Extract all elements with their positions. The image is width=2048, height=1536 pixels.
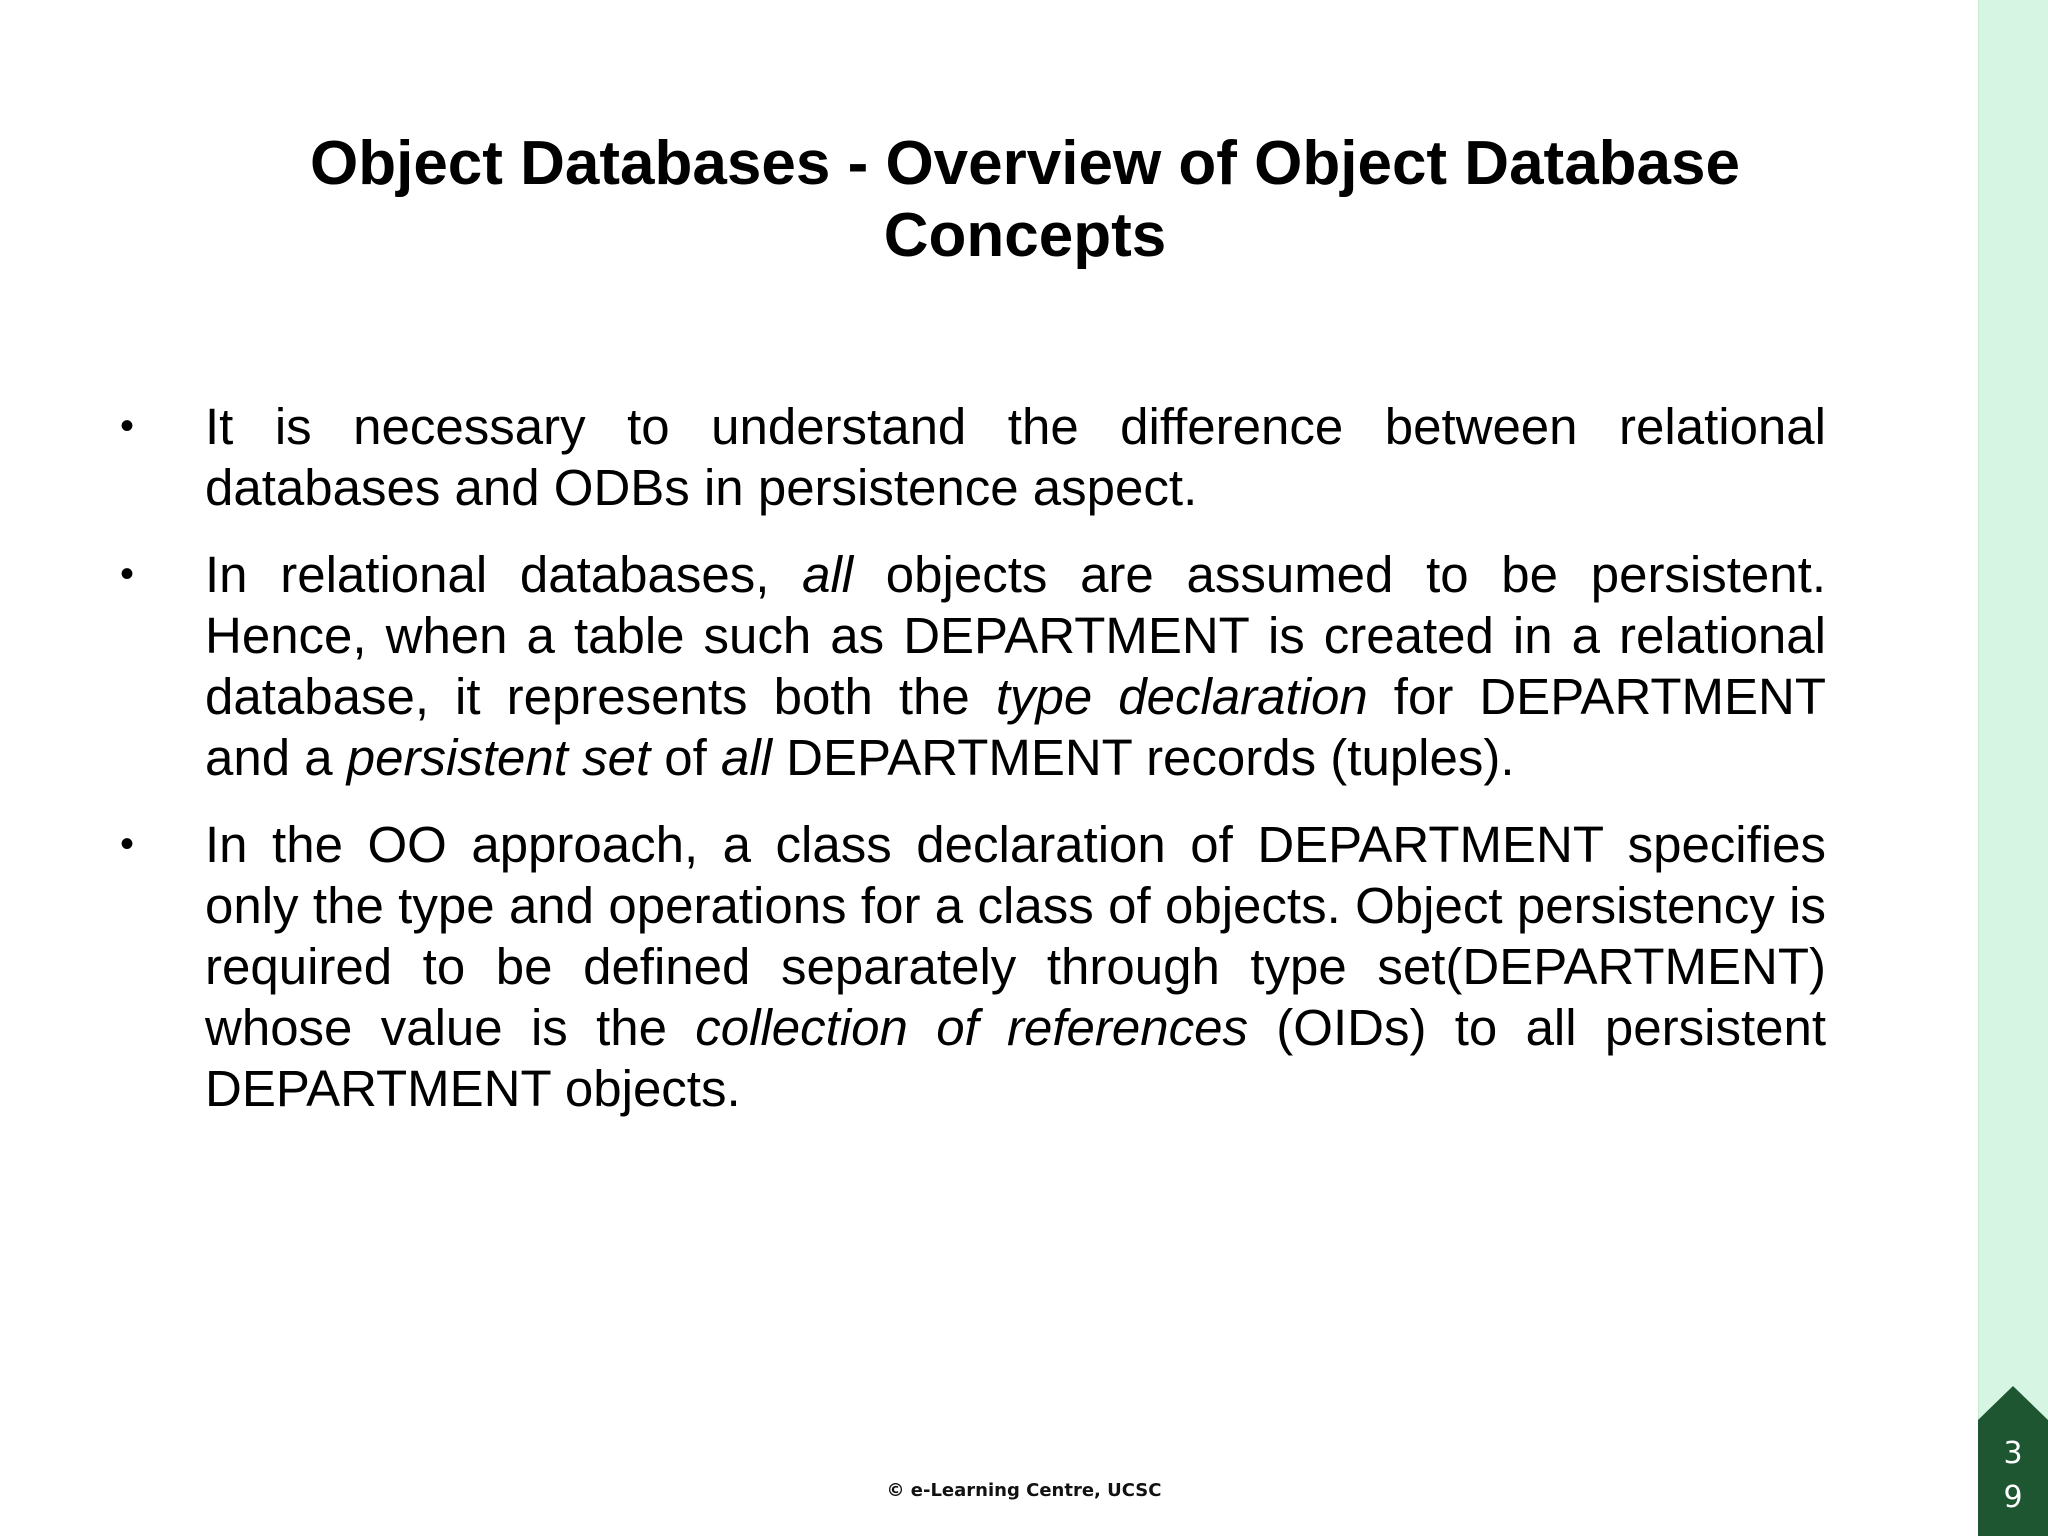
text-segment: for DEPARTMENT and a (205, 668, 1826, 786)
bullet-text (205, 546, 1826, 786)
footer-copyright: © e-Learning Centre, UCSC (886, 1480, 1162, 1501)
text-segment: In the OO approach, a class declaration of DEPARTMENT specifies only the type and operations for a class of objects. Object persistency is required to be defined separately through type set(DEPARTMENT) whose value is the (205, 816, 1826, 1056)
text-segment: In relational databases, (205, 546, 803, 603)
bullet-text (205, 816, 1826, 1117)
slide-title-line-1: Object Databases - Overview of Object Database (310, 129, 1740, 198)
slide-title (200, 128, 1850, 272)
text-segment: DEPARTMENT records (tuples). (772, 729, 1515, 786)
italic-text-segment: all (802, 546, 854, 603)
italic-text-segment: type declaration (995, 668, 1368, 725)
text-segment: (OIDs) to all persistent DEPARTMENT objects. (205, 999, 1827, 1117)
bullet-dot-icon: • (120, 552, 135, 596)
page-number-digit-1: 3 (2003, 1436, 2023, 1471)
page-number-badge (1978, 1386, 2048, 1536)
italic-text-segment: persistent set (346, 729, 651, 786)
bullet-dot-icon: • (120, 404, 135, 448)
text-segment: objects are assumed to be persistent. Hence, when a table such as DEPARTMENT is created in a relational database, it represents both the (205, 546, 1826, 725)
side-strip (1978, 0, 2048, 1536)
bullet-item (120, 814, 1826, 1119)
slide-title-line-2: Concepts (883, 201, 1167, 270)
bullet-item (120, 396, 1826, 518)
bullet-dot-icon: • (120, 822, 135, 866)
bullet-text (205, 398, 1826, 516)
bullet-item (120, 544, 1826, 788)
page-number (1978, 1432, 2048, 1520)
italic-text-segment: all (720, 729, 773, 786)
text-segment: of (650, 729, 721, 786)
italic-text-segment: collection of references (695, 999, 1248, 1056)
text-segment: It is necessary to understand the difference between relational databases and ODBs in persistence aspect. (205, 398, 1826, 516)
page-number-digit-2: 9 (2003, 1480, 2023, 1515)
bullet-list (120, 396, 1826, 1145)
